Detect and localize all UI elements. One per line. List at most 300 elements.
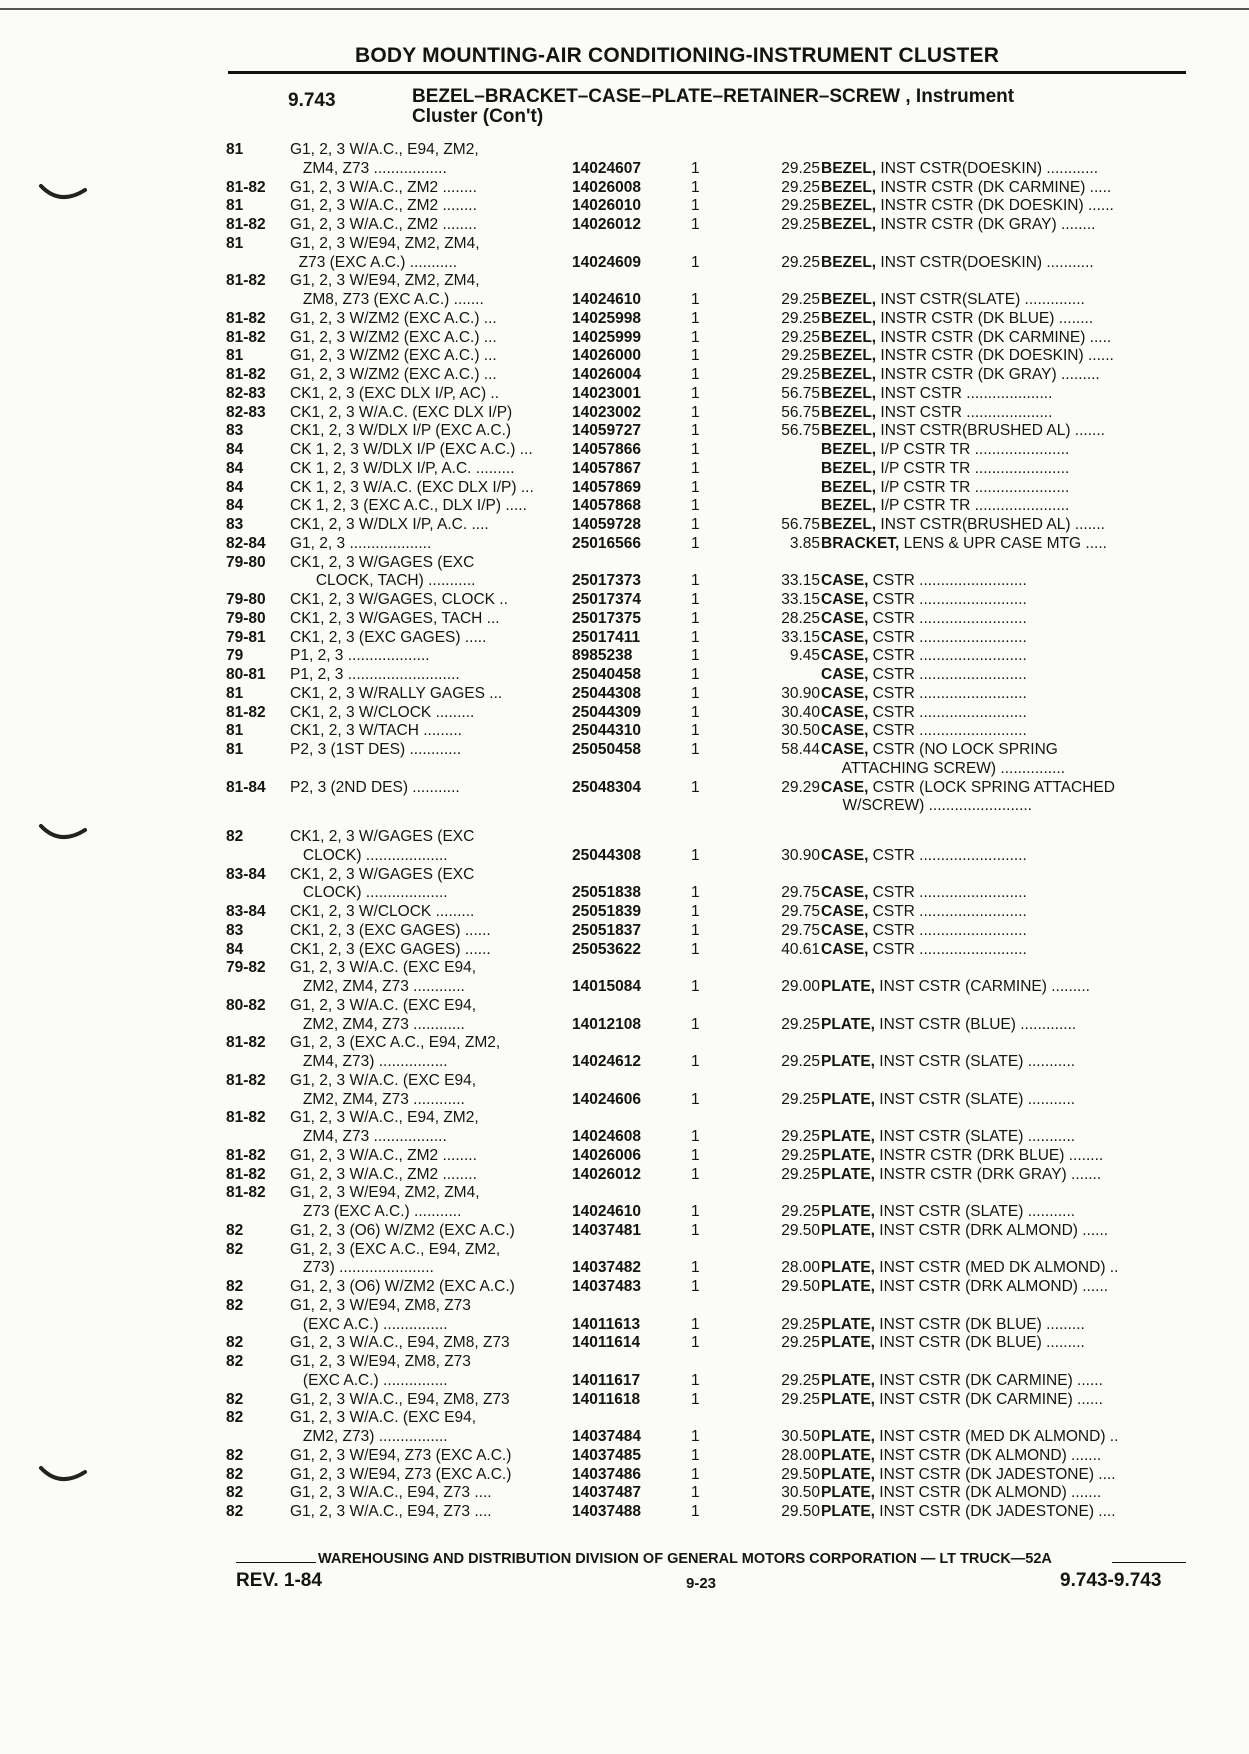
part-name: PLATE,: [821, 1334, 875, 1352]
quantity: 1: [691, 534, 700, 552]
year-range: 81-82: [226, 1184, 266, 1202]
application: Z73) ......................: [290, 1259, 434, 1277]
parts-row: [226, 216, 1186, 235]
part-number: 14024609: [572, 253, 641, 271]
application: P2, 3 (1ST DES) ............: [290, 741, 462, 758]
price: 40.61: [781, 940, 820, 958]
year-range: 79-81: [226, 628, 266, 646]
year-range: 81-82: [226, 1071, 266, 1089]
part-number: 14059728: [572, 516, 641, 533]
part-name: CASE,: [821, 741, 869, 758]
page-number: 9-23: [686, 1575, 717, 1592]
application: CK1, 2, 3 W/GAGES (EXC: [290, 553, 475, 571]
part-number: 14023002: [572, 403, 641, 421]
description: [821, 610, 1186, 629]
application: G1, 2, 3 W/E94, ZM8, Z73: [290, 1353, 471, 1370]
part-name: PLATE,: [821, 1371, 875, 1389]
part-detail: INSTR CSTR (DK CARMINE) .....: [876, 178, 1112, 196]
part-detail: CSTR .........................: [868, 647, 1027, 665]
part-name: CASE,: [821, 609, 869, 627]
part-detail: INST CSTR (DK BLUE) .........: [874, 1315, 1085, 1333]
description: [821, 179, 1186, 198]
price: 29.25: [781, 1315, 820, 1333]
part-number: 14026012: [572, 1165, 641, 1183]
binder-hole-icon: [38, 822, 88, 846]
description: [821, 922, 1186, 941]
application: ZM2, ZM4, Z73 ............: [290, 978, 465, 995]
description: [821, 685, 1186, 704]
description: [821, 197, 1186, 216]
part-name: PLATE,: [821, 1128, 875, 1145]
description: [821, 1053, 1186, 1072]
application: G1, 2, 3 W/A.C., E94, ZM2,: [290, 141, 479, 158]
price: 33.15: [781, 591, 820, 608]
description: [821, 1147, 1186, 1166]
part-name: CASE,: [821, 884, 869, 902]
part-name: PLATE,: [821, 1259, 875, 1277]
price: 30.90: [781, 684, 820, 702]
description: [821, 1259, 1186, 1278]
part-name: BEZEL,: [821, 178, 877, 196]
quantity: 1: [691, 178, 700, 196]
part-name: CASE,: [821, 647, 869, 665]
description: [821, 779, 1186, 798]
price: 56.75: [781, 516, 820, 533]
parts-row: [226, 460, 1186, 479]
price: 29.25: [781, 1053, 820, 1070]
part-number: 14011613: [572, 1315, 641, 1333]
parts-row: [226, 254, 1186, 273]
application: G1, 2, 3 W/ZM2 (EXC A.C.) ...: [290, 366, 497, 383]
quantity: 1: [691, 497, 700, 515]
price: 29.50: [781, 1503, 820, 1520]
year-range: 83: [226, 422, 244, 440]
parts-row: [226, 760, 1186, 779]
application: CK1, 2, 3 W/CLOCK .........: [290, 903, 475, 920]
part-name: BEZEL,: [821, 478, 877, 496]
part-number: 14023001: [572, 384, 641, 402]
application: CK 1, 2, 3 W/DLX I/P, A.C. .........: [290, 459, 515, 477]
year-range: 82: [226, 1465, 244, 1483]
parts-row: [226, 828, 1186, 847]
part-detail: INSTR CSTR (DK BLUE) ........: [876, 309, 1094, 327]
price: 29.25: [781, 1128, 820, 1145]
description: [821, 941, 1186, 960]
price: 29.25: [781, 178, 820, 196]
application: G1, 2, 3 W/A.C., E94, Z73 ....: [290, 1503, 492, 1520]
parts-row: [226, 497, 1186, 516]
parts-row: [226, 291, 1186, 310]
footer-rule: [236, 1562, 316, 1563]
price: 29.50: [781, 1278, 820, 1295]
price: 29.75: [781, 921, 820, 939]
application: G1, 2, 3 W/A.C., E94, ZM8, Z73: [290, 1334, 510, 1352]
quantity: 1: [691, 1015, 700, 1033]
parts-row: [226, 922, 1186, 941]
page-top-edge: [0, 8, 1249, 10]
parts-row: [226, 535, 1186, 554]
quantity: 1: [691, 921, 700, 939]
part-detail: INST CSTR (BLUE) .............: [874, 1015, 1077, 1033]
application: G1, 2, 3 W/ZM2 (EXC A.C.) ...: [290, 347, 497, 365]
part-detail: CSTR .........................: [868, 884, 1027, 902]
description: [821, 903, 1186, 922]
part-detail: INSTR CSTR (DK DOESKIN) ......: [876, 197, 1114, 215]
parts-row: [226, 1353, 1186, 1372]
description: [821, 291, 1186, 310]
quantity: 1: [691, 1484, 700, 1502]
parts-row: [226, 141, 1186, 160]
year-range: 79-80: [226, 553, 266, 571]
parts-row: [226, 160, 1186, 179]
price: 29.25: [781, 1203, 820, 1220]
part-detail: CSTR .........................: [868, 903, 1027, 920]
quantity: 1: [691, 516, 700, 533]
application: G1, 2, 3 W/A.C., ZM2 ........: [290, 216, 477, 233]
part-name: BEZEL,: [821, 309, 877, 327]
application: G1, 2, 3 W/A.C., E94, ZM2,: [290, 1109, 479, 1127]
parts-row: [226, 1428, 1186, 1447]
application: Z73 (EXC A.C.) ...........: [290, 253, 458, 271]
part-detail: INST CSTR(BRUSHED AL) .......: [876, 422, 1105, 440]
price: 33.15: [781, 572, 820, 590]
price: 28.25: [781, 609, 820, 627]
price: 29.25: [781, 328, 820, 346]
part-number: 25016566: [572, 534, 641, 552]
part-number: 25050458: [572, 741, 641, 758]
price: 56.75: [781, 384, 820, 402]
year-range: 79-80: [226, 609, 266, 627]
description: [821, 1484, 1186, 1503]
quantity: 1: [691, 459, 700, 477]
year-range: 83-84: [226, 903, 266, 920]
parts-row: [226, 1072, 1186, 1091]
price: 29.25: [781, 1015, 820, 1033]
parts-row: [226, 1297, 1186, 1316]
year-range: 82: [226, 1484, 244, 1502]
year-range: 83: [226, 921, 244, 939]
quantity: 1: [691, 441, 700, 458]
parts-row: [226, 235, 1186, 254]
application: CLOCK, TACH) ...........: [290, 572, 476, 590]
application: G1, 2, 3 ...................: [290, 534, 432, 552]
part-detail: I/P CSTR TR ......................: [876, 497, 1070, 515]
footer-publisher: WAREHOUSING AND DISTRIBUTION DIVISION OF GENERAL MOTORS CORPORATION — LT TRUCK—52A: [318, 1551, 1052, 1567]
part-detail: CSTR .........................: [868, 572, 1027, 590]
parts-row: [226, 704, 1186, 723]
part-number: 14011617: [572, 1371, 641, 1389]
price: 29.50: [781, 1465, 820, 1483]
quantity: 1: [691, 1053, 700, 1070]
description: [821, 884, 1186, 903]
parts-row: [226, 722, 1186, 741]
binder-hole-icon: [38, 1464, 88, 1488]
part-detail: CSTR (LOCK SPRING ATTACHED: [868, 778, 1115, 796]
year-range: 81: [226, 684, 244, 702]
part-number: 14026010: [572, 197, 641, 215]
application: ZM2, Z73) ................: [290, 1428, 448, 1445]
year-range: 81-82: [226, 272, 266, 290]
parts-row: [226, 1409, 1186, 1428]
year-range: 82-83: [226, 384, 266, 402]
application: (EXC A.C.) ...............: [290, 1315, 448, 1333]
parts-row: [226, 366, 1186, 385]
part-name: PLATE,: [821, 1221, 875, 1239]
part-number: 14011614: [572, 1334, 641, 1352]
part-number: 14037481: [572, 1221, 641, 1239]
part-name: BEZEL,: [821, 403, 877, 421]
quantity: 1: [691, 1146, 700, 1164]
year-range: 81-82: [226, 366, 266, 383]
part-number: 14037488: [572, 1503, 641, 1520]
part-detail: INSTR CSTR (DK DOESKIN) ......: [876, 347, 1114, 365]
application: G1, 2, 3 (O6) W/ZM2 (EXC A.C.): [290, 1278, 515, 1295]
year-range: 81-82: [226, 1165, 266, 1183]
part-detail: INST CSTR (DK ALMOND) .......: [874, 1446, 1102, 1464]
footer-rule: [1112, 1562, 1186, 1563]
year-range: 82-83: [226, 403, 266, 421]
part-name: PLATE,: [821, 1015, 875, 1033]
application: G1, 2, 3 (O6) W/ZM2 (EXC A.C.): [290, 1221, 515, 1239]
description: [821, 722, 1186, 741]
part-name: CASE,: [821, 666, 869, 683]
part-name: PLATE,: [821, 1146, 875, 1164]
part-detail: I/P CSTR TR ......................: [876, 459, 1070, 477]
quantity: 1: [691, 884, 700, 902]
quantity: 1: [691, 666, 700, 683]
part-number: 14025998: [572, 309, 641, 327]
parts-row: [226, 572, 1186, 591]
quantity: 1: [691, 291, 700, 308]
parts-row: [226, 610, 1186, 629]
part-detail: INST CSTR ....................: [876, 403, 1053, 421]
quantity: 1: [691, 422, 700, 440]
application: G1, 2, 3 W/E94, Z73 (EXC A.C.): [290, 1465, 512, 1483]
application: ZM8, Z73 (EXC A.C.) .......: [290, 291, 484, 308]
year-range: 80-82: [226, 996, 266, 1014]
part-detail: INSTR CSTR (DK CARMINE) .....: [876, 328, 1112, 346]
part-name: PLATE,: [821, 978, 875, 995]
part-name: BEZEL,: [821, 459, 877, 477]
application: G1, 2, 3 W/ZM2 (EXC A.C.) ...: [290, 309, 497, 327]
part-name: CASE,: [821, 684, 869, 702]
quantity: 1: [691, 628, 700, 646]
quantity: 1: [691, 1465, 700, 1483]
part-number: 14011618: [572, 1390, 641, 1408]
part-detail: INST CSTR(DOESKIN) ............: [876, 159, 1099, 177]
part-detail: INST CSTR(DOESKIN) ...........: [876, 253, 1094, 271]
parts-row: [226, 1391, 1186, 1410]
price: 28.00: [781, 1446, 820, 1464]
part-name: BEZEL,: [821, 366, 877, 383]
year-range: 81: [226, 741, 244, 758]
part-detail: INST CSTR (CARMINE) .........: [874, 978, 1090, 995]
part-detail: CSTR .........................: [868, 940, 1027, 958]
part-number: 25044309: [572, 703, 641, 721]
part-number: 14057866: [572, 441, 641, 458]
description: [821, 497, 1186, 516]
section-title: BEZEL–BRACKET–CASE–PLATE–RETAINER–SCREW , Instrument Cluster (Con't): [412, 86, 1015, 127]
page-header: BODY MOUNTING-AIR CONDITIONING-INSTRUMENT CLUSTER: [355, 44, 1000, 67]
part-name: PLATE,: [821, 1390, 875, 1408]
quantity: 1: [691, 940, 700, 958]
part-detail: INST CSTR (SLATE) ...........: [874, 1203, 1076, 1220]
application: G1, 2, 3 W/A.C. (EXC E94,: [290, 996, 477, 1014]
price: 29.00: [781, 978, 820, 995]
quantity: 1: [691, 1446, 700, 1464]
parts-row: [226, 441, 1186, 460]
description: [821, 572, 1186, 591]
part-detail: INST CSTR (DK JADESTONE) ....: [874, 1503, 1116, 1520]
part-detail: INST CSTR (MED DK ALMOND) ..: [874, 1428, 1119, 1445]
part-name: BEZEL,: [821, 216, 877, 233]
quantity: 1: [691, 591, 700, 608]
application: CK1, 2, 3 W/TACH .........: [290, 722, 462, 740]
parts-row: [226, 1222, 1186, 1241]
part-name: CASE,: [821, 591, 869, 608]
description: [821, 760, 1186, 779]
parts-row: [226, 903, 1186, 922]
description: [821, 479, 1186, 498]
parts-row: [226, 629, 1186, 648]
parts-row: [226, 1109, 1186, 1128]
price: 29.25: [781, 1390, 820, 1408]
description: [821, 797, 1186, 816]
part-detail: CSTR .........................: [868, 846, 1027, 864]
year-range: 81: [226, 347, 244, 365]
part-name: CASE,: [821, 628, 869, 646]
year-range: 82: [226, 1409, 244, 1427]
part-name: PLATE,: [821, 1053, 875, 1070]
parts-row: [226, 797, 1186, 816]
description: [821, 1391, 1186, 1410]
part-number: 14024610: [572, 291, 641, 308]
part-number: 14012108: [572, 1015, 641, 1033]
description: [821, 1447, 1186, 1466]
part-name: BEZEL,: [821, 291, 877, 308]
quantity: 1: [691, 1203, 700, 1220]
year-range: 81: [226, 141, 244, 158]
year-range: 82: [226, 828, 244, 845]
year-range: 82: [226, 1334, 244, 1352]
part-name: BEZEL,: [821, 441, 877, 458]
part-detail: INSTR CSTR (DRK GRAY) .......: [874, 1165, 1102, 1183]
part-number: 25053622: [572, 940, 641, 958]
parts-row: [226, 272, 1186, 291]
description: [821, 535, 1186, 554]
part-name: CASE,: [821, 703, 869, 721]
parts-row: [226, 1147, 1186, 1166]
part-detail: CSTR .........................: [868, 703, 1027, 721]
parts-row: [226, 779, 1186, 798]
part-number: 14025999: [572, 328, 641, 346]
application: ZM4, Z73) ................: [290, 1053, 448, 1070]
description: [821, 404, 1186, 423]
application: G1, 2, 3 W/A.C., E94, ZM8, Z73: [290, 1390, 510, 1408]
description: [821, 741, 1186, 760]
part-name: PLATE,: [821, 1090, 875, 1108]
application: G1, 2, 3 W/E94, ZM2, ZM4,: [290, 272, 480, 290]
parts-list: [226, 141, 1186, 1522]
part-detail: W/SCREW) ........................: [821, 797, 1032, 815]
application: CLOCK) ...................: [290, 884, 448, 902]
description: [821, 516, 1186, 535]
part-name: CASE,: [821, 778, 869, 796]
part-name: PLATE,: [821, 1446, 875, 1464]
year-range: 82: [226, 1296, 244, 1314]
quantity: 1: [691, 1278, 700, 1295]
price: 29.25: [781, 1334, 820, 1352]
part-detail: INST CSTR ....................: [876, 384, 1053, 402]
price: 30.90: [781, 846, 820, 864]
description: [821, 1466, 1186, 1485]
parts-row: [226, 1503, 1186, 1522]
quantity: 1: [691, 722, 700, 740]
part-number: 14026000: [572, 347, 641, 365]
description: [821, 160, 1186, 179]
binder-hole-icon: [38, 182, 88, 206]
parts-row: [226, 385, 1186, 404]
part-name: BEZEL,: [821, 497, 877, 515]
year-range: 81-82: [226, 1146, 266, 1164]
parts-row: [226, 685, 1186, 704]
description: [821, 310, 1186, 329]
quantity: 1: [691, 1259, 700, 1277]
application: CK 1, 2, 3 W/A.C. (EXC DLX I/P) ...: [290, 478, 534, 496]
part-name: BEZEL,: [821, 253, 877, 271]
application: P2, 3 (2ND DES) ...........: [290, 778, 460, 796]
application: G1, 2, 3 W/A.C., E94, Z73 ....: [290, 1484, 492, 1502]
year-range: 81-82: [226, 1109, 266, 1127]
year-range: 82-84: [226, 534, 266, 552]
quantity: 1: [691, 1128, 700, 1145]
part-detail: INST CSTR (DK CARMINE) ......: [874, 1390, 1103, 1408]
part-number: 25040458: [572, 666, 641, 683]
quantity: 1: [691, 478, 700, 496]
description: [821, 460, 1186, 479]
description: [821, 1203, 1186, 1222]
year-range: 84: [226, 441, 244, 458]
part-number: 14026004: [572, 366, 641, 383]
part-number: 14037486: [572, 1465, 641, 1483]
part-number: 25044308: [572, 846, 641, 864]
description: [821, 216, 1186, 235]
parts-row: [226, 997, 1186, 1016]
price: 29.29: [781, 778, 820, 796]
description: [821, 1128, 1186, 1147]
parts-row: [226, 1334, 1186, 1353]
description: [821, 666, 1186, 685]
price: 29.25: [781, 347, 820, 365]
part-name: CASE,: [821, 846, 869, 864]
part-number: 25044308: [572, 684, 641, 702]
year-range: 81: [226, 234, 244, 252]
description: [821, 441, 1186, 460]
parts-row: [226, 591, 1186, 610]
quantity: 1: [691, 384, 700, 402]
part-number: 14037483: [572, 1278, 641, 1295]
year-range: 79-80: [226, 591, 266, 608]
application: G1, 2, 3 W/E94, ZM8, Z73: [290, 1296, 471, 1314]
application: G1, 2, 3 (EXC A.C., E94, ZM2,: [290, 1240, 501, 1258]
year-range: 81-82: [226, 216, 266, 233]
year-range: 80-81: [226, 666, 266, 683]
application: G1, 2, 3 (EXC A.C., E94, ZM2,: [290, 1034, 501, 1052]
quantity: 1: [691, 216, 700, 233]
quantity: 1: [691, 1315, 700, 1333]
part-number: 25044310: [572, 722, 641, 740]
parts-row: [226, 554, 1186, 573]
